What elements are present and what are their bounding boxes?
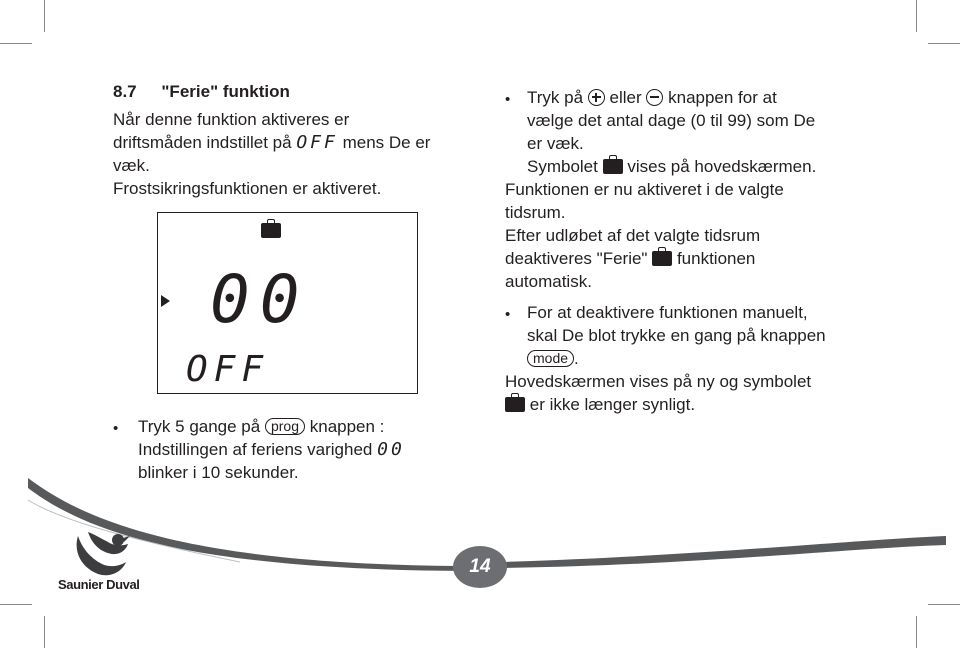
intro-line-1: Når denne funktion aktiveres er [113,110,350,129]
intro-line-2: driftsmåden indstillet på OFF mens De er [113,132,431,153]
bullet: • [505,306,511,323]
duration-segment-symbol: 00 [377,439,405,460]
bullet: • [113,420,119,437]
right-bullet1-line-3: er væk. [527,134,584,153]
crop-mark [44,0,45,32]
bullet-line-2: Indstillingen af feriens varighed 00 [138,439,405,460]
right-para1-line-3: Efter udløbet af det valgte tidsrum [505,226,761,245]
right-bullet2-line-1: For at deaktivere funktionen manuelt, [527,303,808,322]
plus-button-icon [588,89,605,106]
saunier-duval-logo-icon [70,526,132,580]
intro-line-4: Frostsikringsfunktionen er aktiveret. [113,179,382,198]
right-para1-line-1: Funktionen er nu aktiveret i de valgte [505,180,784,199]
right-para2-line-2: er ikke længer synligt. [505,393,695,416]
crop-mark [916,616,917,648]
section-number: 8.7 [113,82,137,101]
right-bullet2-line-3: mode . [527,347,579,370]
prog-button: prog [265,418,305,435]
bullet: • [505,91,511,108]
footer-swoosh [0,470,960,610]
right-para2-line-1: Hovedskærmen vises på ny og symbolet [505,372,812,391]
bullet-line-1: Tryk 5 gange på prog knappen : [138,417,385,436]
suitcase-icon [652,251,672,266]
minus-button-icon [646,89,663,106]
right-para1-line-4: deaktiveres "Ferie" funktionen [505,249,756,268]
suitcase-icon [603,159,623,174]
suitcase-icon [505,397,525,412]
intro-line-3: væk. [113,156,150,175]
page-number: 14 [453,546,507,588]
right-para1-line-2: tidsrum. [505,203,566,222]
right-bullet2-line-2: skal De blot trykke en gang på knappen [527,326,826,345]
suitcase-icon [261,223,281,238]
right-para1-line-5: automatisk. [505,272,592,291]
mode-button: mode [527,350,574,367]
crop-mark [928,43,960,44]
crop-mark [44,616,45,648]
lcd-digits: 00 [210,261,310,338]
off-segment-symbol: OFF [296,132,338,153]
lcd-display [157,212,418,394]
right-bullet1-line-1: Tryk på eller knappen for at [527,88,777,107]
right-bullet1-line-2: vælge det antal dage (0 til 99) som De [527,111,816,130]
arrow-right-icon [161,295,170,307]
crop-mark [0,43,32,44]
lcd-mode: OFF [186,349,270,390]
crop-mark [916,0,917,32]
right-bullet1-line-4: Symbolet vises på hovedskærmen. [527,157,817,176]
section-heading [113,82,290,102]
bullet-line-3: blinker i 10 sekunder. [138,463,299,482]
brand-name: Saunier Duval [58,577,140,592]
section-title: "Ferie" funktion [161,82,290,101]
